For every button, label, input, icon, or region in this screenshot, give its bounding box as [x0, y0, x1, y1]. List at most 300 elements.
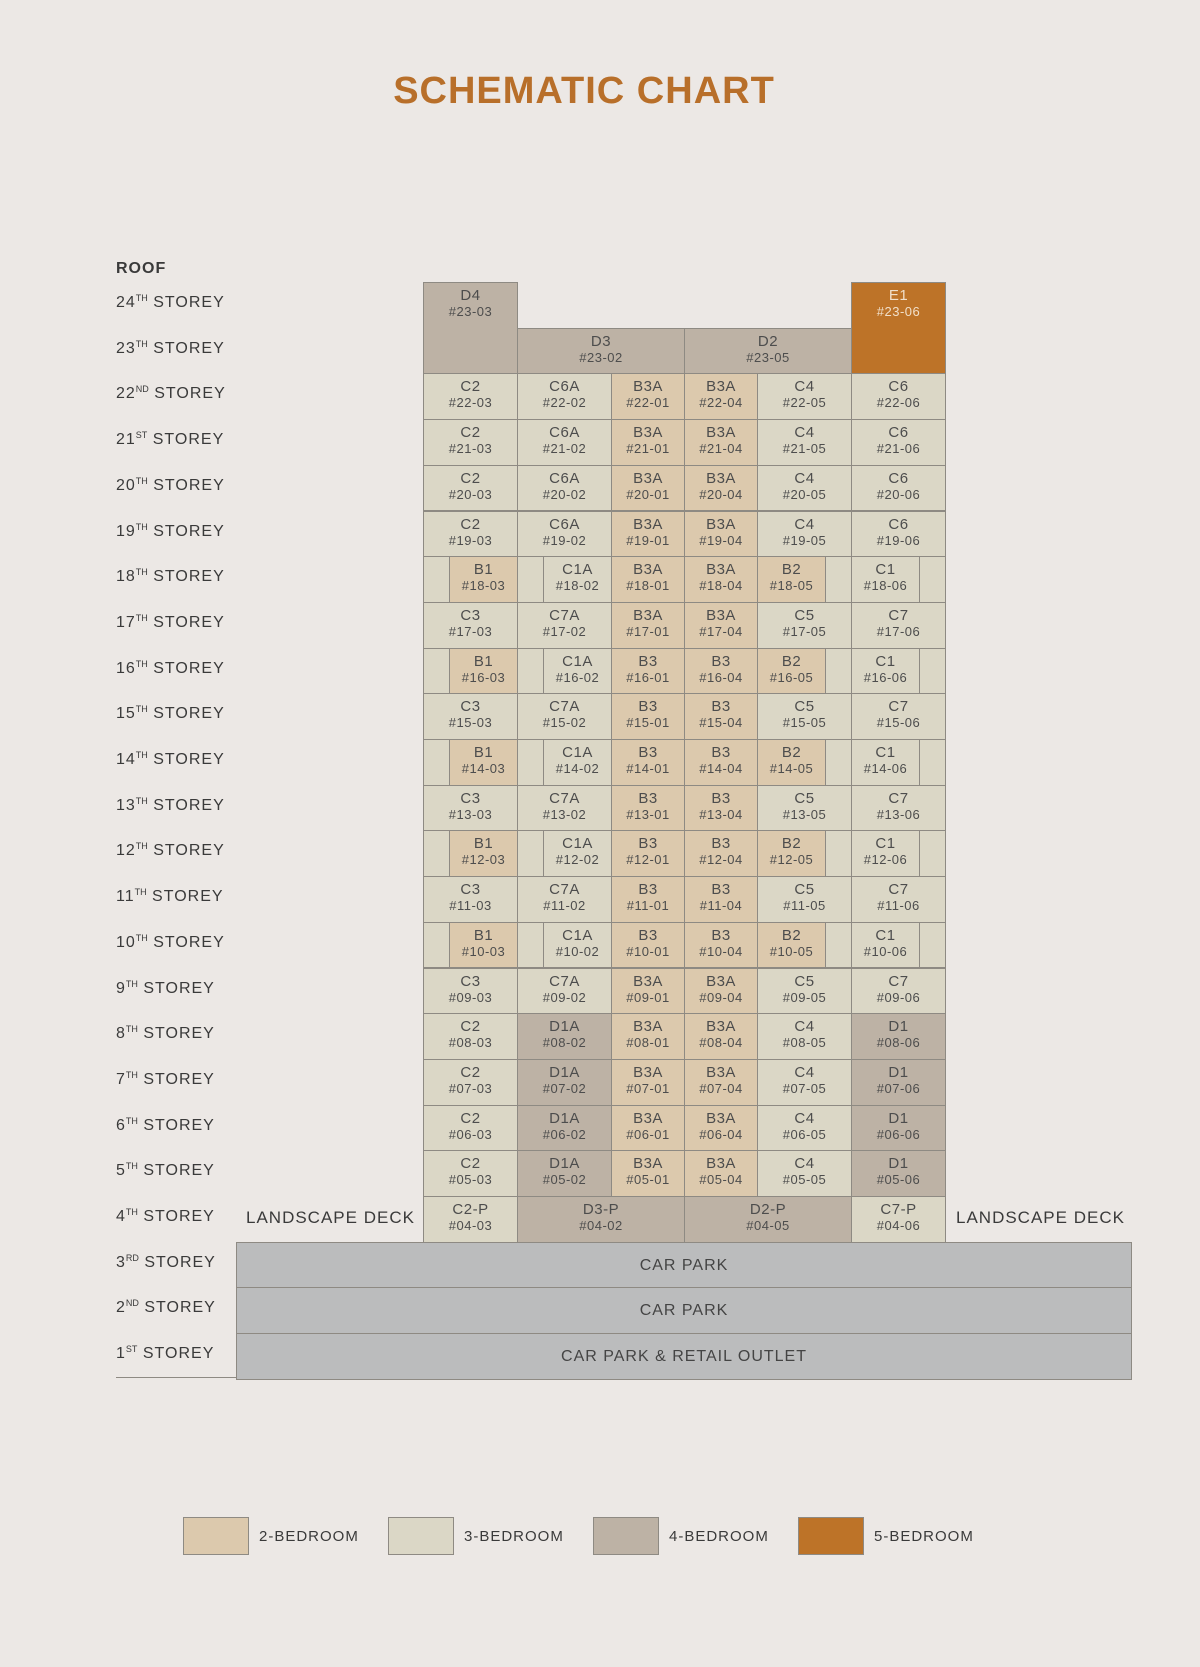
unit-number: #08-04	[699, 1035, 743, 1051]
unit-cell[interactable]	[611, 785, 685, 832]
floor-word: STOREY	[147, 705, 225, 723]
roof-label: ROOF	[116, 260, 167, 277]
unit-cell[interactable]	[757, 602, 852, 649]
unit-cell[interactable]	[757, 465, 852, 512]
legend-swatch	[798, 1517, 864, 1555]
unit-cell[interactable]	[757, 419, 852, 466]
unit-cell[interactable]	[684, 419, 758, 466]
floor-word: STOREY	[148, 385, 226, 403]
unit-type: C4	[794, 469, 815, 487]
unit-cell[interactable]	[517, 968, 612, 1015]
floor-suffix: ND	[135, 384, 149, 395]
unit-cell[interactable]	[517, 1059, 612, 1106]
car-park-level	[236, 1242, 1132, 1289]
unit-type: B3	[638, 881, 658, 899]
unit-number: #11-01	[626, 898, 670, 914]
unit-type: B3A	[706, 972, 736, 990]
unit-type: B3A	[633, 606, 663, 624]
unit-number: #09-01	[626, 989, 670, 1005]
unit-cell[interactable]	[757, 922, 826, 969]
unit-cell[interactable]	[611, 830, 685, 877]
unit-number: #07-05	[782, 1080, 827, 1096]
unit-type: B3A	[706, 515, 736, 533]
unit-number: #21-02	[542, 441, 587, 457]
unit-number: #10-05	[769, 943, 814, 959]
unit-cell[interactable]	[851, 1105, 946, 1152]
floor-number: 10	[116, 933, 136, 951]
unit-number: #09-05	[782, 989, 827, 1005]
floor-number: 5	[116, 1162, 126, 1180]
floor-word: STOREY	[147, 522, 225, 540]
unit-number: #22-02	[542, 395, 587, 411]
unit-cell[interactable]	[684, 465, 758, 512]
ground-line	[116, 1377, 236, 1378]
unit-type: C7A	[549, 972, 580, 990]
unit-type: B3A	[633, 561, 663, 579]
unit-cell[interactable]	[757, 648, 826, 695]
unit-type: B1	[473, 926, 494, 944]
floor-word: STOREY	[137, 979, 215, 997]
floor-number: 22	[116, 385, 136, 403]
unit-cell[interactable]	[423, 1196, 518, 1243]
unit-cell[interactable]	[851, 419, 946, 466]
unit-cell[interactable]	[757, 739, 826, 786]
unit-number: #16-04	[699, 669, 743, 685]
unit-cell[interactable]	[449, 556, 518, 603]
floor-word: STOREY	[137, 1070, 215, 1088]
unit-type: D2	[757, 332, 779, 350]
unit-number: #14-06	[863, 761, 908, 776]
unit-cell[interactable]	[851, 785, 946, 832]
unit-cell[interactable]	[611, 373, 685, 420]
floor-word: STOREY	[147, 659, 225, 677]
unit-cell[interactable]	[684, 876, 758, 923]
unit-number: #14-04	[699, 761, 743, 776]
unit-cell[interactable]	[423, 419, 518, 466]
unit-number: #12-01	[626, 852, 670, 868]
unit-type: C3	[460, 881, 481, 899]
unit-number: #13-03	[448, 806, 493, 822]
unit-type: B3A	[706, 1155, 736, 1173]
unit-number: #11-04	[699, 898, 743, 914]
unit-number: #17-05	[782, 623, 827, 639]
floor-suffix: TH	[135, 293, 148, 303]
unit-number: #22-06	[876, 395, 921, 411]
unit-number: #10-02	[555, 943, 600, 959]
unit-cell[interactable]	[684, 1059, 758, 1106]
unit-number: #11-02	[543, 898, 586, 914]
unit-type: B3	[711, 744, 731, 761]
unit-cell[interactable]	[757, 556, 826, 603]
floor-number: 17	[116, 613, 136, 631]
unit-type: C1	[875, 835, 896, 853]
unit-cell[interactable]	[851, 511, 946, 558]
unit-cell[interactable]	[449, 648, 518, 695]
unit-cell[interactable]	[684, 556, 758, 603]
unit-type: B1	[473, 835, 494, 853]
unit-type: D1A	[549, 1063, 580, 1081]
floor-label	[116, 523, 225, 541]
unit-cell[interactable]	[757, 1105, 852, 1152]
unit-number: #14-03	[461, 761, 506, 776]
unit-number: #05-06	[876, 1172, 921, 1188]
unit-number: #15-03	[448, 715, 493, 731]
unit-cell[interactable]	[543, 830, 612, 877]
unit-number: #20-01	[626, 486, 670, 502]
floor-word: STOREY	[147, 431, 225, 449]
unit-cell[interactable]	[611, 739, 685, 786]
unit-cell[interactable]	[611, 1013, 685, 1060]
unit-cell[interactable]	[851, 1196, 946, 1243]
unit-number: #18-03	[461, 578, 506, 594]
unit-cell[interactable]	[517, 328, 685, 375]
unit-type: C6A	[549, 378, 580, 396]
floor-suffix: TH	[135, 612, 148, 623]
unit-cell[interactable]	[517, 1013, 612, 1060]
unit-number: #17-01	[626, 623, 670, 639]
unit-cell[interactable]	[517, 419, 612, 466]
unit-type: C2	[460, 1063, 481, 1081]
unit-type: B3	[638, 789, 658, 807]
unit-number: #08-01	[626, 1035, 670, 1051]
unit-cell[interactable]	[757, 1150, 852, 1197]
unit-number: #20-04	[699, 486, 743, 502]
floor-label	[116, 797, 225, 815]
unit-cell[interactable]	[517, 1105, 612, 1152]
unit-cell[interactable]	[757, 511, 852, 558]
unit-cell[interactable]	[851, 1150, 946, 1197]
floor-label	[116, 1299, 216, 1317]
unit-type: B3A	[706, 378, 736, 396]
unit-cell[interactable]	[757, 693, 852, 740]
unit-type: B1	[473, 561, 494, 579]
floor-label	[116, 1117, 215, 1135]
unit-cell[interactable]	[543, 556, 612, 603]
floor-word: STOREY	[147, 613, 225, 631]
unit-number: #07-03	[448, 1080, 493, 1096]
unit-number: #14-05	[769, 761, 814, 776]
unit-number: #19-03	[448, 532, 493, 548]
unit-cell[interactable]	[611, 693, 685, 740]
floor-word: STOREY	[138, 1253, 216, 1271]
floor-label	[116, 1071, 215, 1089]
unit-type: B2	[781, 926, 802, 944]
floor-label	[116, 1254, 216, 1272]
unit-number: #19-04	[699, 532, 743, 548]
floor-suffix: RD	[125, 1252, 139, 1263]
unit-number: #08-02	[542, 1035, 587, 1051]
unit-cell[interactable]	[684, 1150, 758, 1197]
floor-label	[116, 1025, 215, 1043]
floor-label	[116, 888, 224, 906]
unit-cell[interactable]	[611, 556, 685, 603]
floor-number: 3	[116, 1253, 126, 1271]
unit-cell[interactable]	[517, 1150, 612, 1197]
unit-type: D2-P	[749, 1201, 787, 1218]
unit-type: B3A	[706, 606, 736, 624]
unit-cell[interactable]	[517, 785, 612, 832]
page-title: SCHEMATIC CHART	[393, 70, 775, 112]
unit-cell[interactable]	[543, 648, 612, 695]
unit-type: C1	[875, 744, 896, 761]
unit-number: #13-06	[876, 806, 921, 822]
unit-cell[interactable]	[684, 373, 758, 420]
unit-cell[interactable]	[423, 511, 518, 558]
floor-label	[116, 980, 215, 998]
unit-cell[interactable]	[851, 693, 946, 740]
unit-type: D1	[888, 1109, 909, 1127]
unit-cell[interactable]	[851, 1059, 946, 1106]
unit-number: #06-01	[626, 1126, 670, 1142]
floor-suffix: TH	[125, 1161, 138, 1172]
unit-cell[interactable]	[449, 830, 518, 877]
unit-type: B1	[473, 744, 494, 761]
unit-number: #10-01	[626, 943, 670, 959]
unit-type: B3	[711, 926, 731, 944]
floor-number: 15	[116, 705, 136, 723]
unit-number: #05-02	[542, 1172, 587, 1188]
floor-label	[116, 431, 224, 449]
floor-number: 11	[116, 888, 135, 906]
floor-label	[116, 1208, 215, 1226]
floor-suffix: TH	[135, 704, 148, 715]
unit-cell[interactable]	[851, 373, 946, 420]
unit-cell[interactable]	[423, 876, 518, 923]
landscape-deck-right: LANDSCAPE DECK	[956, 1208, 1125, 1227]
unit-cell[interactable]	[684, 1196, 852, 1243]
unit-number: #12-05	[769, 852, 814, 868]
unit-cell[interactable]	[611, 1150, 685, 1197]
unit-type: C3	[460, 789, 481, 807]
unit-cell[interactable]	[851, 648, 920, 695]
unit-type: D3-P	[582, 1201, 620, 1218]
unit-cell[interactable]	[423, 693, 518, 740]
unit-type: B3	[711, 789, 731, 807]
unit-cell[interactable]	[611, 968, 685, 1015]
unit-type: C4	[794, 515, 815, 533]
unit-number: #06-05	[782, 1126, 827, 1142]
unit-cell[interactable]	[684, 602, 758, 649]
unit-number: #20-05	[782, 486, 827, 502]
floor-label	[116, 1162, 215, 1180]
unit-number: #17-03	[448, 623, 493, 639]
floor-label	[116, 934, 225, 952]
floor-word: STOREY	[137, 1025, 215, 1043]
unit-cell[interactable]	[684, 648, 758, 695]
unit-type: B3	[638, 926, 658, 944]
unit-type: C7A	[549, 698, 580, 716]
unit-cell[interactable]	[423, 373, 518, 420]
unit-number: #18-06	[863, 578, 908, 594]
unit-type: C7	[888, 789, 909, 807]
floor-suffix: ST	[135, 430, 148, 441]
unit-type: C6	[888, 515, 909, 533]
unit-cell[interactable]	[423, 602, 518, 649]
unit-cell[interactable]	[517, 465, 612, 512]
unit-cell[interactable]	[423, 465, 518, 512]
unit-type: C2	[460, 1109, 481, 1127]
unit-number: #14-02	[555, 761, 600, 776]
unit-cell[interactable]	[684, 1013, 758, 1060]
floor-suffix: TH	[135, 795, 148, 806]
unit-type: D1A	[549, 1155, 580, 1173]
unit-cell[interactable]	[851, 1013, 946, 1060]
unit-type: B3	[638, 744, 658, 761]
unit-cell[interactable]	[611, 1105, 685, 1152]
unit-type: C2	[460, 515, 481, 533]
floor-suffix: TH	[135, 750, 148, 760]
floor-number: 6	[116, 1116, 126, 1134]
unit-cell[interactable]	[851, 922, 920, 969]
unit-cell[interactable]	[517, 876, 612, 923]
unit-cell[interactable]	[684, 739, 758, 786]
unit-cell[interactable]	[423, 1059, 518, 1106]
unit-cell[interactable]	[611, 511, 685, 558]
unit-cell[interactable]	[757, 785, 852, 832]
unit-number: #08-03	[448, 1035, 493, 1051]
floor-word: STOREY	[147, 933, 225, 951]
unit-number: #12-04	[699, 852, 743, 868]
unit-cell[interactable]	[757, 1059, 852, 1106]
unit-number: #10-03	[461, 943, 506, 959]
unit-cell[interactable]	[611, 648, 685, 695]
floor-word: STOREY	[147, 842, 225, 860]
unit-cell[interactable]	[423, 1013, 518, 1060]
floor-number: 4	[116, 1208, 126, 1225]
unit-cell[interactable]	[423, 282, 518, 374]
unit-number: #16-03	[461, 669, 506, 685]
unit-number: #23-05	[746, 349, 790, 365]
unit-type: B3A	[633, 1063, 663, 1081]
unit-cell[interactable]	[543, 922, 612, 969]
unit-type: C1A	[562, 652, 593, 670]
unit-cell[interactable]	[517, 373, 612, 420]
unit-type: B3	[638, 835, 658, 853]
floor-suffix: TH	[135, 338, 148, 349]
unit-cell[interactable]	[611, 602, 685, 649]
unit-cell[interactable]	[684, 511, 758, 558]
floor-word: STOREY	[147, 339, 225, 357]
unit-type: C7A	[549, 789, 580, 807]
unit-number: #22-04	[699, 395, 743, 411]
unit-cell[interactable]	[517, 1196, 685, 1243]
floor-number: 19	[116, 522, 136, 540]
floor-suffix: TH	[135, 521, 148, 532]
unit-cell[interactable]	[611, 1059, 685, 1106]
unit-number: #09-02	[542, 989, 587, 1005]
unit-number: #12-06	[863, 852, 908, 868]
unit-type: B3	[711, 698, 731, 716]
unit-type: E1	[888, 287, 909, 304]
unit-number: #13-05	[782, 806, 827, 822]
unit-number: #19-02	[542, 532, 587, 548]
unit-type: D3	[590, 332, 612, 350]
unit-cell[interactable]	[611, 876, 685, 923]
floor-number: 16	[116, 659, 136, 677]
unit-cell[interactable]	[449, 739, 518, 786]
floor-word: STOREY	[137, 1116, 215, 1134]
legend-swatch	[593, 1517, 659, 1555]
unit-cell[interactable]	[517, 511, 612, 558]
unit-cell[interactable]	[851, 876, 946, 923]
unit-number: #15-01	[626, 715, 670, 731]
floor-word: STOREY	[137, 1162, 215, 1180]
unit-number: #05-05	[782, 1172, 827, 1188]
car-park-level	[236, 1333, 1132, 1380]
unit-cell[interactable]	[517, 693, 612, 740]
unit-number: #06-03	[448, 1126, 493, 1142]
unit-type: C6A	[549, 424, 580, 442]
unit-cell[interactable]	[517, 602, 612, 649]
unit-number: #11-06	[877, 898, 920, 914]
unit-cell[interactable]	[851, 282, 946, 374]
unit-cell[interactable]	[684, 830, 758, 877]
unit-cell[interactable]	[757, 876, 852, 923]
unit-cell[interactable]	[757, 373, 852, 420]
legend-label: 4-BEDROOM	[669, 1528, 769, 1545]
unit-cell[interactable]	[851, 968, 946, 1015]
unit-cell[interactable]	[757, 830, 826, 877]
floor-number: 20	[116, 476, 136, 494]
unit-cell[interactable]	[611, 465, 685, 512]
unit-cell[interactable]	[757, 968, 852, 1015]
unit-number: #13-02	[542, 806, 587, 822]
unit-type: C6	[888, 424, 909, 442]
floor-label	[116, 294, 225, 312]
unit-type: C5	[794, 881, 815, 899]
unit-cell[interactable]	[757, 1013, 852, 1060]
unit-cell[interactable]	[611, 922, 685, 969]
unit-cell[interactable]	[684, 693, 758, 740]
unit-cell[interactable]	[684, 328, 852, 375]
unit-type: D1	[888, 1155, 909, 1173]
unit-cell[interactable]	[423, 968, 518, 1015]
unit-type: C6A	[549, 515, 580, 533]
unit-number: #07-01	[626, 1080, 670, 1096]
unit-type: B3	[711, 881, 731, 899]
unit-number: #10-04	[699, 943, 743, 959]
unit-number: #13-01	[626, 806, 670, 822]
unit-type: C3	[460, 698, 481, 716]
unit-type: C1	[875, 926, 896, 944]
floor-suffix: TH	[135, 658, 148, 669]
unit-cell[interactable]	[449, 922, 518, 969]
unit-cell[interactable]	[684, 968, 758, 1015]
unit-type: D1	[888, 1063, 909, 1081]
unit-cell[interactable]	[423, 785, 518, 832]
unit-type: C1A	[562, 835, 593, 853]
unit-cell[interactable]	[851, 739, 920, 786]
unit-cell[interactable]	[851, 602, 946, 649]
unit-cell[interactable]	[543, 739, 612, 786]
unit-type: C1	[875, 561, 896, 579]
unit-type: C7-P	[880, 1201, 917, 1218]
unit-cell[interactable]	[423, 1105, 518, 1152]
unit-cell[interactable]	[684, 922, 758, 969]
unit-cell[interactable]	[851, 556, 920, 603]
unit-cell[interactable]	[684, 1105, 758, 1152]
unit-cell[interactable]	[611, 419, 685, 466]
unit-cell[interactable]	[851, 465, 946, 512]
unit-cell[interactable]	[423, 1150, 518, 1197]
unit-number: #05-03	[448, 1172, 493, 1188]
floor-word: STOREY	[138, 1299, 216, 1317]
unit-cell[interactable]	[851, 830, 920, 877]
unit-cell[interactable]	[684, 785, 758, 832]
unit-type: C4	[794, 424, 815, 442]
unit-type: B1	[473, 652, 494, 670]
unit-number: #23-02	[579, 349, 623, 365]
